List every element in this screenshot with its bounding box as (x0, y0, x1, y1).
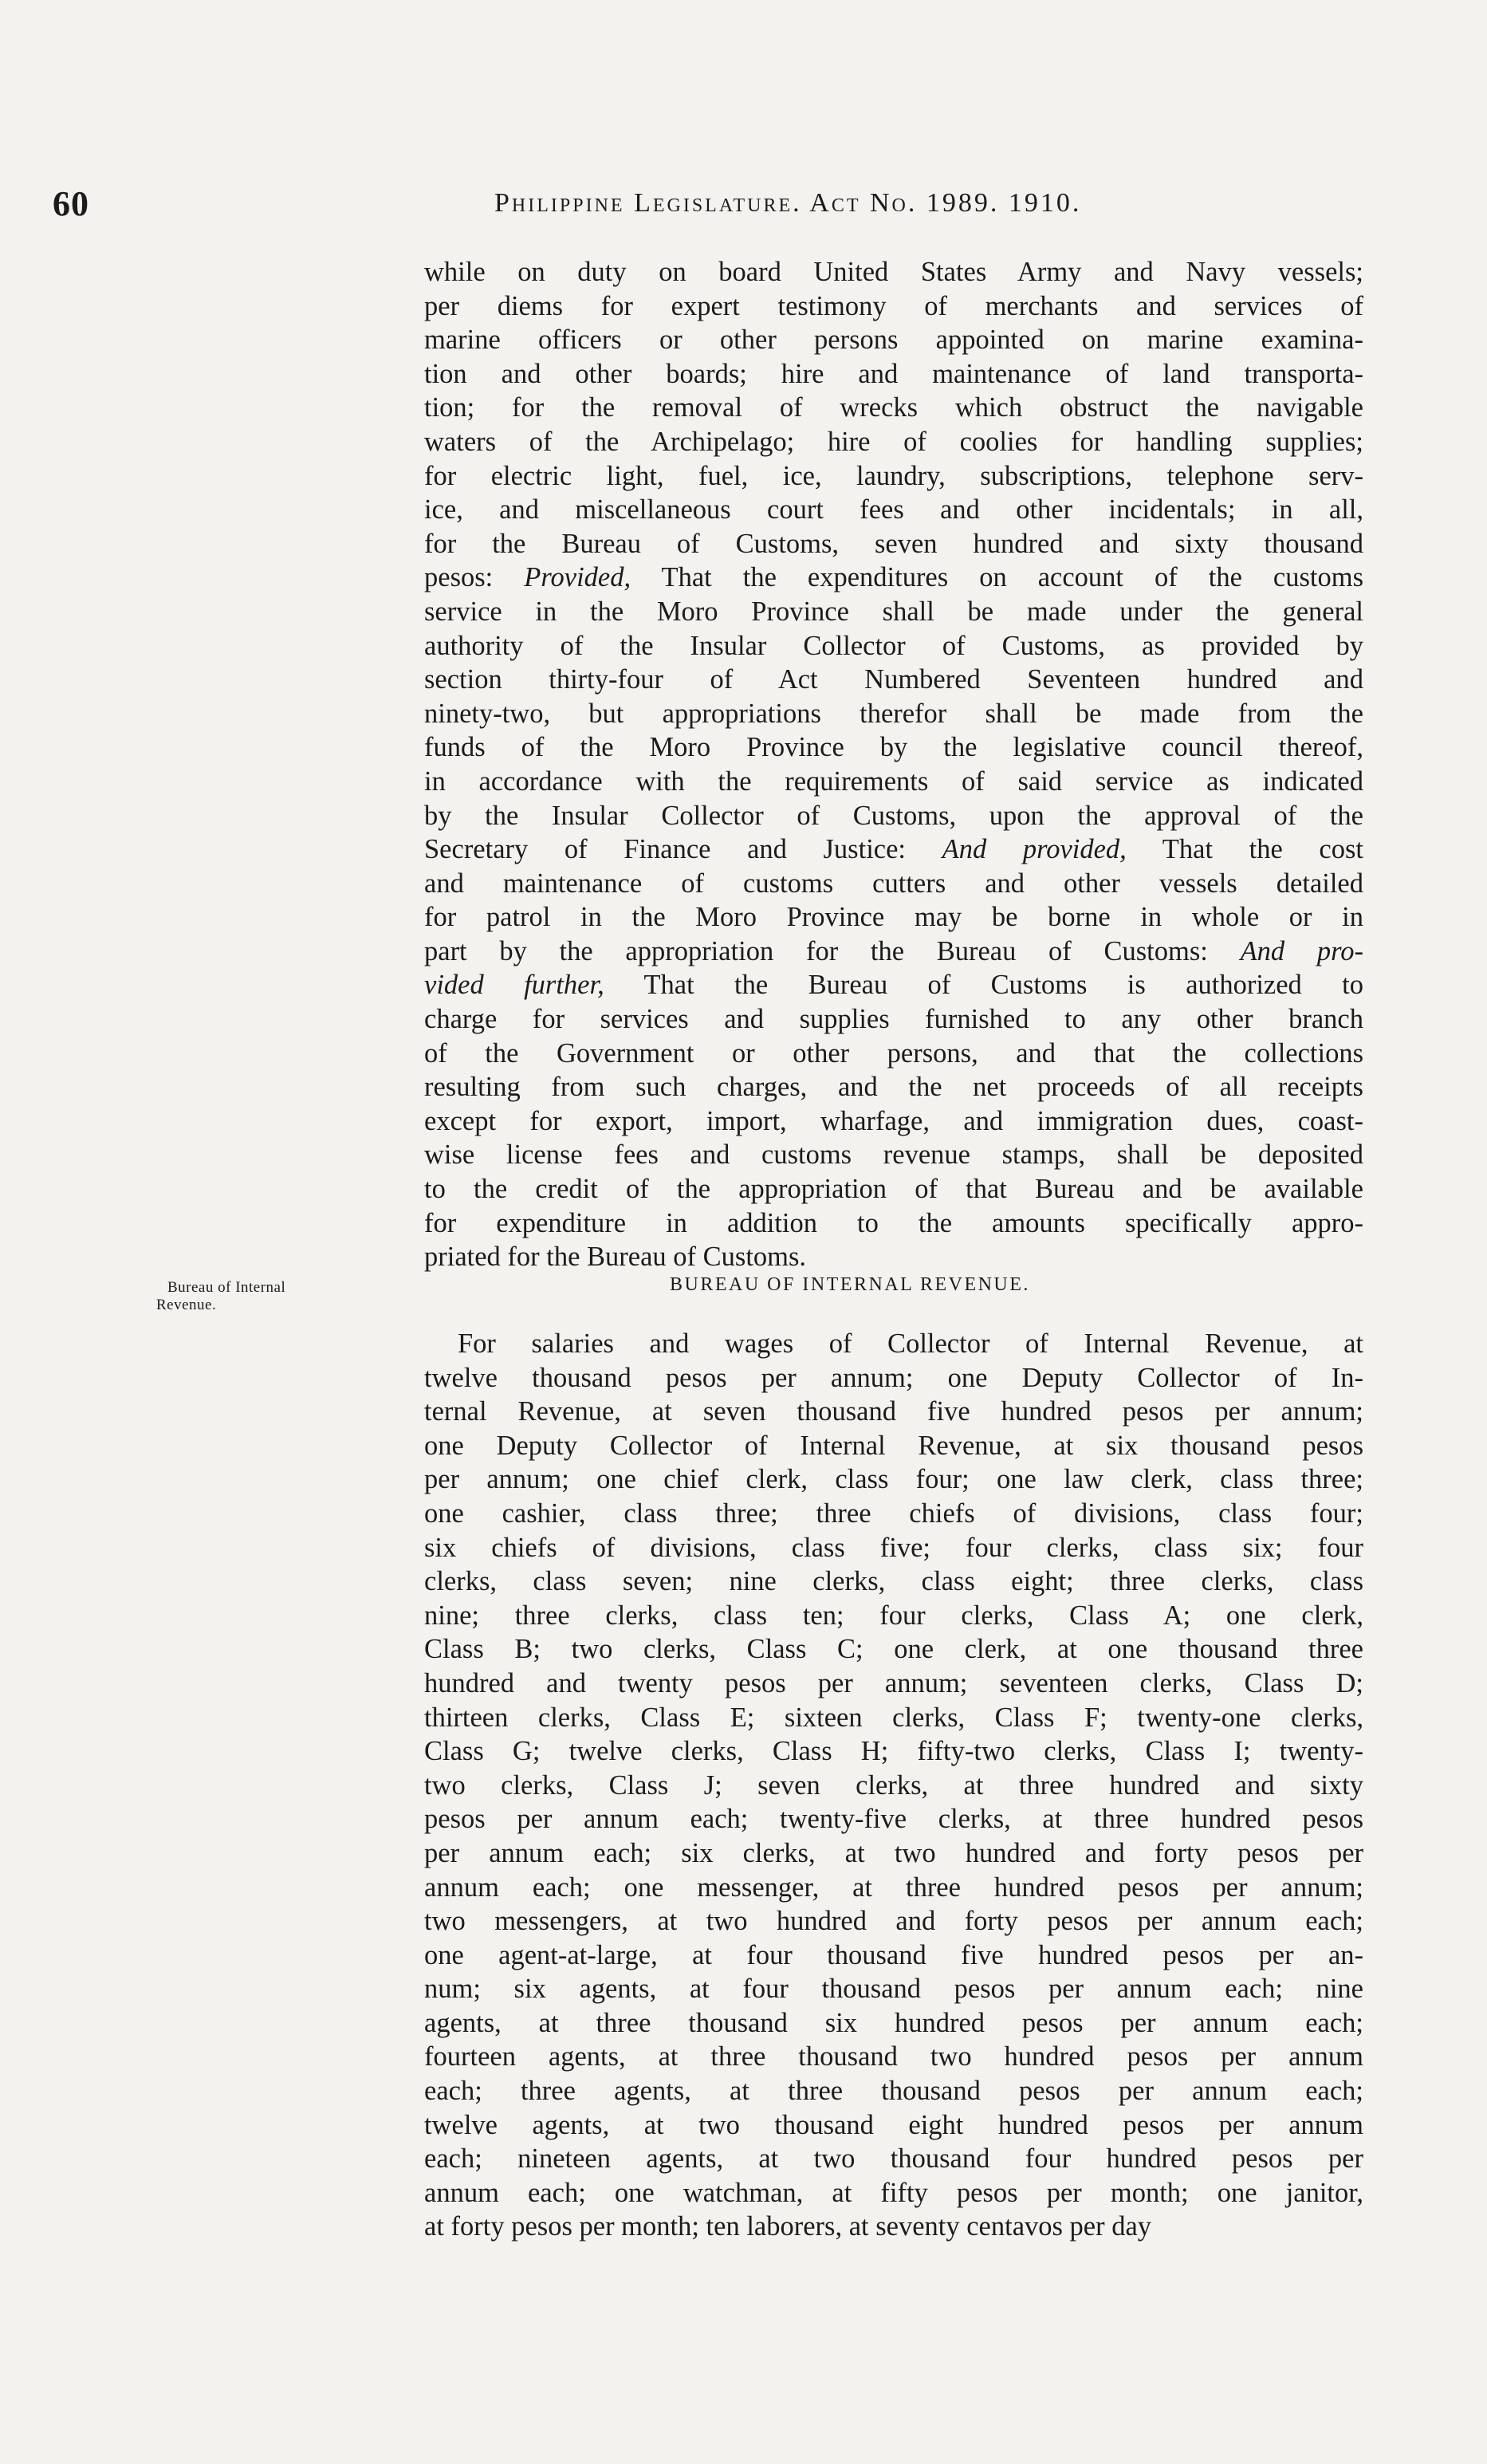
text-line: per annum each; six clerks, at two hundred and forty pesos per (424, 1837, 1363, 1868)
text-line: fourteen agents, at three thousand two hundred pesos per annum (424, 2041, 1363, 2072)
text-line: for the Bureau of Customs, seven hundred and sixty thousand (424, 528, 1363, 559)
text-line: tion; for the removal of wrecks which obstruct the navigable (424, 392, 1363, 423)
text-line: authority of the Insular Collector of Customs, as provided by (424, 630, 1363, 661)
text-line: agents, at three thousand six hundred pesos per annum each; (424, 2007, 1363, 2038)
text-line: one Deputy Collector of Internal Revenue, at six thousand pesos (424, 1430, 1363, 1461)
text-line: at forty pesos per month; ten laborers, at seventy centavos per day (424, 2211, 1152, 2242)
text-line: one cashier, class three; three chiefs of divisions, class four; (424, 1498, 1363, 1529)
text-line: Class B; two clerks, Class C; one clerk, at one thousand three (424, 1634, 1363, 1665)
text-line: resulting from such charges, and the net proceeds of all receipts (424, 1072, 1363, 1103)
text-line (424, 968, 1363, 1002)
text-line: nine; three clerks, class ten; four clerks, Class A; one clerk, (424, 1600, 1363, 1631)
margin-note-line: Revenue. (156, 1297, 217, 1313)
text-line: twelve thousand pesos per annum; one Deputy Collector of In- (424, 1362, 1363, 1393)
text-line: for electric light, fuel, ice, laundry, subscriptions, telephone serv- (424, 460, 1363, 491)
text-line (424, 935, 1363, 969)
text-line: annum each; one watchman, at fifty pesos per month; one janitor, (424, 2177, 1363, 2208)
internal-revenue-paragraph (424, 1327, 1363, 2244)
text-run: Secretary of Finance and Justice: (424, 834, 942, 865)
italic-proviso: And provided, (942, 834, 1127, 865)
text-line: funds of the Moro Province by the legislative council thereof, (424, 732, 1363, 763)
text-line: ninety-two, but appropriations therefor shall be made from the (424, 698, 1363, 729)
text-run: part by the appropriation for the Bureau of Customs: (424, 935, 1241, 966)
text-line: num; six agents, at four thousand pesos per annum each; nine (424, 1974, 1363, 2005)
text-line (424, 832, 1363, 867)
text-line: service in the Moro Province shall be made under the general (424, 596, 1363, 627)
text-line: for expenditure in addition to the amounts specifically appro- (424, 1207, 1363, 1238)
running-head: Philippine Legislature. Act No. 1989. 1910. (494, 188, 1082, 218)
text-line: one agent-at-large, at four thousand five hundred pesos per an- (424, 1939, 1363, 1970)
text-line: ice, and miscellaneous court fees and other incidentals; in all, (424, 494, 1363, 525)
page-number: 60 (53, 184, 89, 223)
text-line: clerks, class seven; nine clerks, class eight; three clerks, class (424, 1566, 1363, 1597)
text-line: pesos per annum each; twenty-five clerks, at three hundred pesos (424, 1804, 1363, 1835)
text-line: annum each; one messenger, at three hundred pesos per annum; (424, 1872, 1363, 1903)
text-line: marine officers or other persons appointed on marine examina- (424, 325, 1363, 356)
italic-proviso: Provided, (524, 562, 631, 593)
text-line: thirteen clerks, Class E; sixteen clerks, Class F; twenty-one clerks, (424, 1702, 1363, 1733)
text-line: and maintenance of customs cutters and other vessels detailed (424, 868, 1363, 899)
text-line: per diems for expert testimony of merchants and services of (424, 290, 1363, 321)
text-line: six chiefs of divisions, class five; four clerks, class six; four (424, 1532, 1363, 1563)
text-run: That the expenditures on account of the customs (631, 562, 1364, 593)
text-line: section thirty-four of Act Numbered Seventeen hundred and (424, 664, 1363, 695)
margin-note (156, 1279, 407, 1314)
margin-note-line: Bureau of Internal (167, 1279, 286, 1296)
text-line: tion and other boards; hire and maintenance of land transporta- (424, 358, 1363, 389)
text-line: of the Government or other persons, and that the collections (424, 1037, 1363, 1069)
text-line: each; three agents, at three thousand pesos per annum each; (424, 2076, 1363, 2107)
text-line: while on duty on board United States Army and Navy vessels; (424, 257, 1363, 287)
text-line: ternal Revenue, at seven thousand five hundred pesos per annum; (424, 1396, 1363, 1427)
section-heading: BUREAU OF INTERNAL REVENUE. (670, 1274, 1030, 1295)
text-line: per annum; one chief clerk, class four; one law clerk, class three; (424, 1464, 1363, 1495)
text-line: charge for services and supplies furnished to any other branch (424, 1004, 1363, 1035)
text-line: wise license fees and customs revenue stamps, shall be deposited (424, 1140, 1363, 1171)
text-line (424, 561, 1363, 595)
text-line: priated for the Bureau of Customs. (424, 1242, 807, 1273)
text-line: twelve agents, at two thousand eight hundred pesos per annum (424, 2109, 1363, 2140)
text-line: each; nineteen agents, at two thousand four hundred pesos per (424, 2143, 1363, 2175)
text-line: hundred and twenty pesos per annum; seventeen clerks, Class D; (424, 1667, 1363, 1698)
text-line: to the credit of the appropriation of that Bureau and be available (424, 1174, 1363, 1205)
text-line: For salaries and wages of Collector of Internal Revenue, at (458, 1328, 1363, 1359)
text-line: Class G; twelve clerks, Class H; fifty-two clerks, Class I; twenty- (424, 1736, 1363, 1767)
text-line: in accordance with the requirements of said service as indicated (424, 766, 1363, 797)
text-run: pesos: (424, 562, 525, 593)
text-line: for patrol in the Moro Province may be borne in whole or in (424, 902, 1363, 933)
italic-proviso: And pro- (1240, 935, 1363, 966)
customs-continuation-paragraph (424, 255, 1363, 1274)
text-run: That the cost (1126, 834, 1364, 865)
text-line: waters of the Archipelago; hire of coolies for handling supplies; (424, 426, 1363, 457)
text-line: two clerks, Class J; seven clerks, at three hundred and sixty (424, 1769, 1363, 1801)
text-line: two messengers, at two hundred and forty pesos per annum each; (424, 1906, 1363, 1937)
italic-proviso: vided further, (424, 970, 604, 1001)
text-run: That the Bureau of Customs is authorized to (604, 970, 1363, 1001)
text-line: by the Insular Collector of Customs, upon the approval of the (424, 800, 1363, 831)
text-line: except for export, import, wharfage, and immigration dues, coast- (424, 1105, 1363, 1136)
